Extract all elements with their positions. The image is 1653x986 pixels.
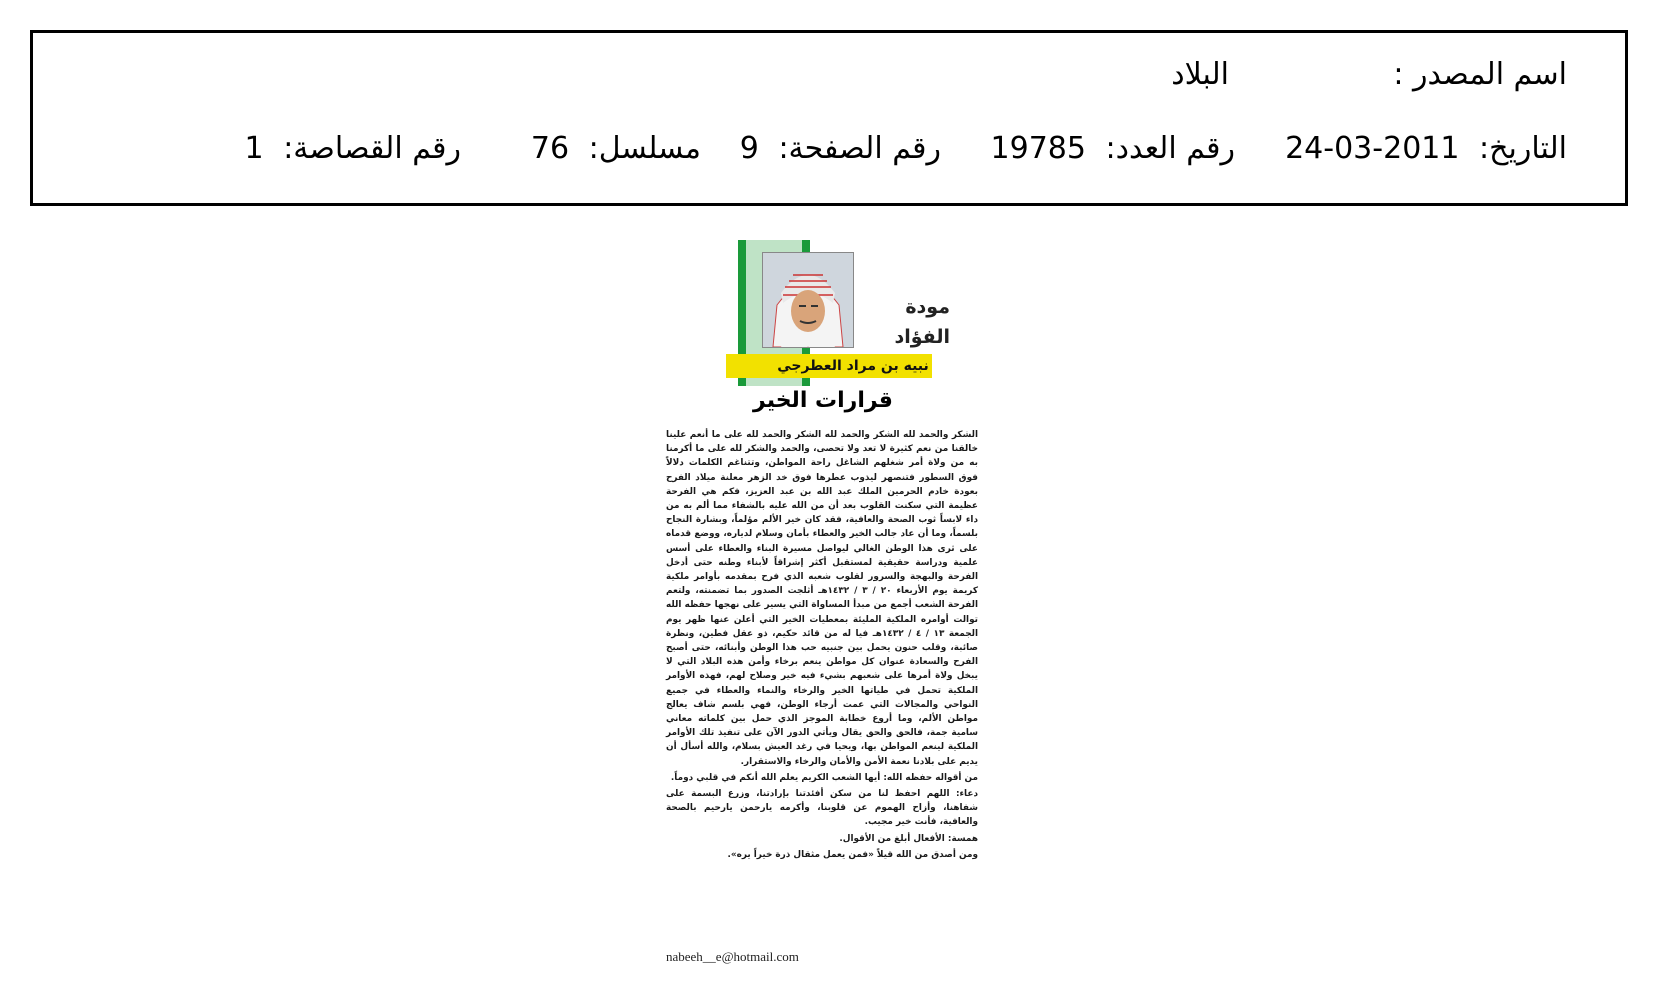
article-body [666,428,978,864]
issue-label: رقم العدد: [1105,131,1235,166]
article-paragraph: دعاء: اللهم احفظ لنا من سكن أفئدتنا بإرادتنا، وزرع البسمة على شفاهنا، وأزاح الهموم عن قلوبنا، وأكرمه يارحمن يارحيم بالصحة والعافية، فأنت خير مجيب. [666,789,978,828]
column-title-line1: مودة [905,296,950,318]
serial-value: 76 [530,131,570,166]
metadata-header-box [30,30,1628,206]
author-name: نبيه بن مراد العطرجي [777,358,929,374]
article-paragraph: همسة: الأفعال أبلغ من الأقوال. [839,833,978,844]
article-paragraph: ومن أصدق من الله قيلاً «فمن يعمل مثقال ذرة خيراً يره». [727,849,978,860]
page-value: 9 [739,131,759,166]
page-number-field [740,129,941,169]
page-label: رقم الصفحة: [778,131,941,166]
newspaper-clipping [664,236,982,976]
clip-value: 1 [244,131,264,166]
article-paragraph: من أقواله حفظه الله: أيها الشعب الكريم يعلم الله أنكم في قلبي دوماً. [670,772,978,783]
source-label: اسم المصدر : [1393,57,1567,92]
issue-value: 19785 [990,131,1086,166]
source-value: البلاد [1171,57,1229,92]
author-email: nabeeh__e@hotmail.com [666,949,799,964]
column-title-line2: الفؤاد [894,326,950,348]
serial-label: مسلسل: [588,131,701,166]
clip-number-field [245,129,461,169]
date-value: 2011-03-24 [1285,131,1460,166]
article-title: قرارات الخير [753,388,893,413]
clip-label: رقم القصاصة: [283,131,461,166]
issue-field [991,129,1235,169]
article-paragraph: الشكر والحمد لله الشكر والحمد لله الشكر والحمد لله على ما أنعم علينا خالقنا من نعم كثيرة لا تعد ولا تحصى، والحمد والشكر لله على ما أكرمنا به من ولاة أمر شغلهم الشاغل راحة المواطن، وتتناغم الكلمات دلالاً فوق السطور فتنصهر ليذوب عطرها فوق خد الزهر معلنة ميلاد الفرح بعودة خادم الحرمين الملك عبد الله بن عبد العزيز، فكم هي الفرحة عظيمة التي سكنت القلوب بعد أن من الله عليه بالشفاء مما ألم به من داء لابساً ثوب الصحة والعافية، فقد كان خير الألم مؤلماً، وبشارة النجاح بلسماً، وما أن عاد جالب الخير والعطاء بأمان وسلام لدياره، ووضع قدماه على ثرى هذا الوطن الغالي ليواصل مسيرة البناء والعطاء على أسس علمية ودراسة حقيقية لمستقبل أكثر إشراقاً لأبناء وطنه حتى أدخل الفرحة والبهجة والسرور لقلوب شعبه الذي فرح بمقدمه بأوامر ملكية كريمة يوم الأربعاء ٢٠ / ٣ / ١٤٣٢هـ أثلجت الصدور بما تضمنته، ولتعم الفرحة الشعب أجمع من مبدأ المساواة التي يسير على نهجها حفظه الله توالت أوامره الملكية المليئة بمعطيات الخير التي أعلن عنها ظهر يوم الجمعة ١٣ / ٤ / ١٤٣٢هـ فيا له من قائد حكيم، ذو عقل فطين، ونظرة صائبة، وقلب حنون يحمل بين جنبيه حب هذا الوطن وأبنائه، حتى أصبح الفرح والسعادة عنوان كل مواطن ينعم برخاء وأمن هذه البلاد التي لا يبخل ولاة أمرها على شعبهم بشيء فيه خير وصلاح لهم، فهذه الأوامر الملكية تحمل في طياتها الخير والرخاء والنماء والعطاء في جميع النواحي والمجالات التي عمت أرجاء الوطن، فهي بلسم شاف يعالج مواطن الألم، وما أروع خطابة الموجز الذي حمل بين كلماته معاني سامية جمة، فالحق والحق يقال ويأتي الدور الآن على تنفيذ تلك الأوامر الملكية لينعم المواطن بها، ويحيا في رغد العيش بسلام، والله أسأل أن يديم على بلادنا نعمة الأمن والأمان والرخاء والاستقرار. [666,430,978,767]
date-field [1285,129,1567,169]
date-label: التاريخ: [1479,131,1567,166]
column-title [870,292,950,352]
serial-field [531,129,701,169]
author-portrait-image [763,253,853,347]
author-photo [762,252,854,348]
